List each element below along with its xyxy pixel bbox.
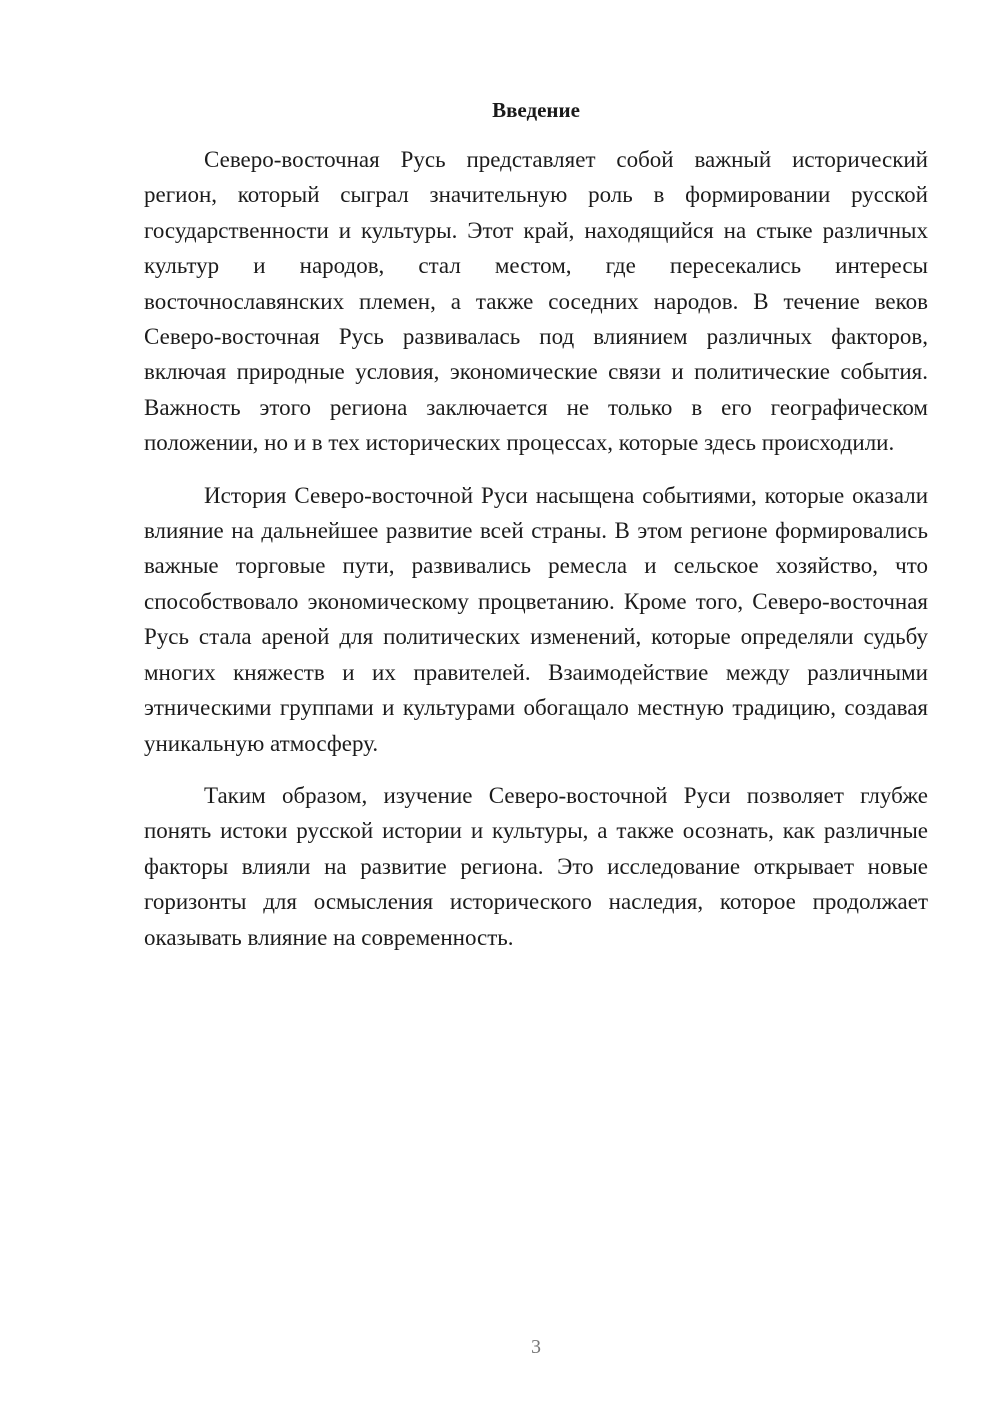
body-text bbox=[144, 142, 928, 972]
paragraph-3: Таким образом, изучение Северо-восточной Руси позволяет глубже понять истоки русской истории и культуры, а также осознать, как различные факторы влияли на развитие региона. Это исследование открывает новые горизонты для осмысления исторического наследия, которое продолжает оказывать влияние на современность. bbox=[144, 782, 928, 950]
paragraph-1: Северо-восточная Русь представляет собой важный исторический регион, который сыграл значительную роль в формировании русской государственности и культуры. Этот край, находящийся на стыке различных культур и народов, стал местом, где пересекались интересы восточнославянских племен, а также соседних народов. В течение веков Северо-восточная Русь развивалась под влиянием различных факторов, включая природные условия, экономические связи и политические события. Важность этого региона заключается не только в его географическом положении, но и в тех исторических процессах, которые здесь происходили. bbox=[144, 147, 928, 456]
page-heading: Введение bbox=[492, 98, 580, 122]
paragraph-2: История Северо-восточной Руси насыщена событиями, которые оказали влияние на дальнейшее развитие всей страны. В этом регионе формировались важные торговые пути, развивались ремесла и сельское хозяйство, что способствовало экономическому процветанию. Кроме того, Северо-восточная Русь стала ареной для политических изменений, которые определяли судьбу многих княжеств и их правителей. Взаимодействие между различными этническими группами и культурами обогащало местную традицию, создавая уникальную атмосферу. bbox=[144, 482, 928, 756]
page-number: 3 bbox=[531, 1336, 541, 1358]
